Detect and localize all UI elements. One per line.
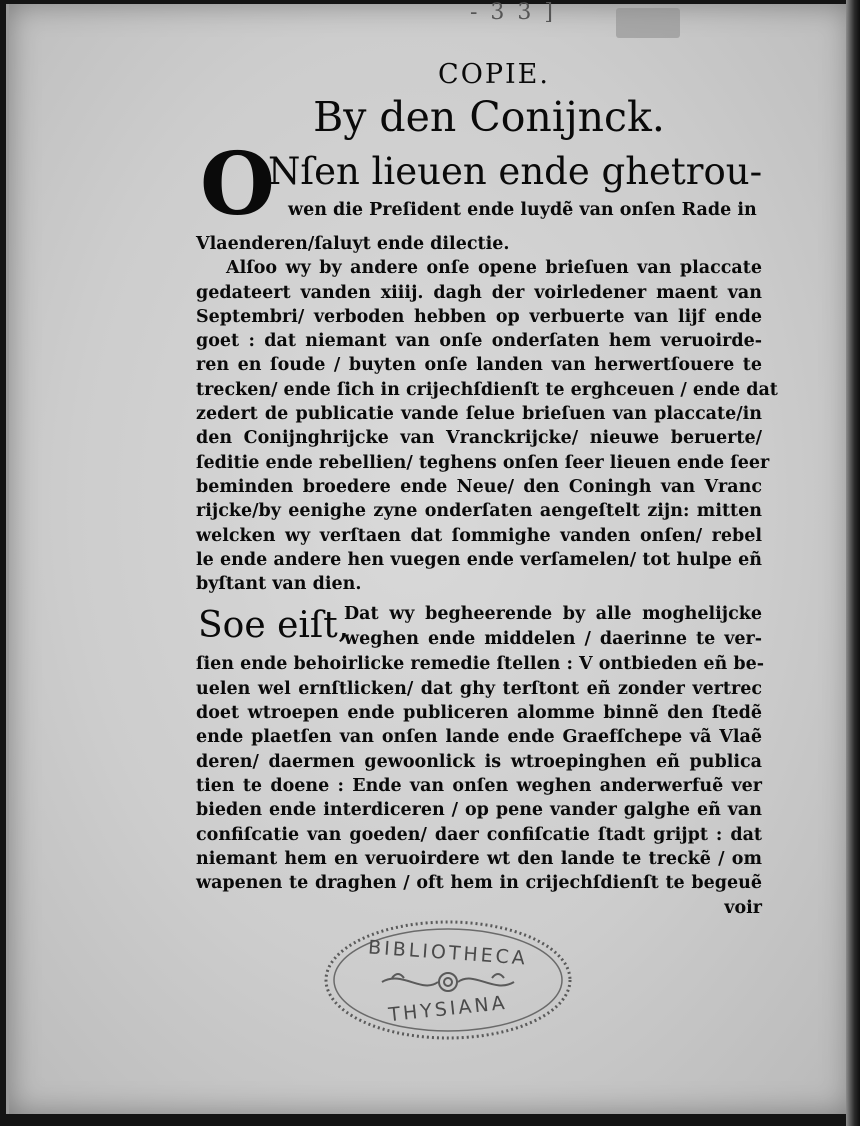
text-line: Vlaenderen/ſaluyt ende dilectie. (196, 234, 510, 254)
text-line: ſien ende behoirlicke remedie ſtellen : V ontbieden eñ be- (196, 654, 764, 675)
opening-line-large: Nſen lieuen ende ghetrou- (268, 150, 763, 193)
printed-text-block (196, 58, 778, 921)
paragraph-alsoo (196, 256, 778, 596)
text-line: tien te doene : Ende van onſen weghen anderwerfuẽ ver (196, 775, 762, 796)
manuscript-note: - 3 3 ] (470, 0, 556, 25)
drop-capital: O (200, 134, 275, 235)
paragraph-salutation (196, 232, 762, 256)
text-line: niemant hem en veruoirdere wt den lande te treckẽ / om (196, 848, 762, 869)
text-line: le ende andere hen vuegen ende verſamelen/ tot hulpe eñ (196, 549, 762, 570)
heading-copie: COPIE. (438, 59, 550, 90)
text-line: Dat wy begheerende by alle moghelijcke (344, 604, 762, 625)
ink-smudge (616, 8, 680, 38)
binding-edge (846, 0, 860, 1126)
catchword: voir (724, 898, 762, 919)
text-line: rijcke/by eenighe zyne onderſaten aengeſtelt zijn: mitten (196, 501, 762, 522)
opening-lines (196, 134, 763, 235)
stamp-text-bottom: THYSIANA (387, 991, 509, 1027)
opening-line-blackletter: wen die Preſident ende luydẽ van onſen Rade in (288, 200, 757, 220)
text-line: goet : dat niemant van onſe onderſaten hem veruoirde- (196, 331, 762, 352)
text-line: Septembri/ verboden hebben op verbuerte van lijf ende (196, 306, 762, 327)
text-line: uelen wel ernſtlicken/ dat ghy terſtont eñ zonder vertrec (196, 678, 762, 699)
soe-eist-lines (344, 602, 762, 651)
soe-eist-large: Soe eiſt, (198, 605, 350, 647)
paragraph-ordinance (196, 652, 762, 895)
text-line: weghen ende middelen / daerinne te ver- (344, 628, 762, 649)
text-line: deren/ daermen gewoonlick is wtroepinghen eñ publica (196, 751, 762, 772)
text-line: bieden ende interdiceren / op pene vander galghe eñ van (196, 800, 762, 821)
text-line: ſeditie ende rebellien/ teghens onſen ſeer lieuen ende ſeer (196, 452, 770, 473)
text-line: den Conijnghrijcke van Vranckrijcke/ nieuwe beruerte/ (196, 428, 762, 449)
text-line: Alſoo wy by andere onſe opene brieſuen van placcate (226, 258, 762, 279)
text-line: ren en ſoude / buyten onſe landen van herwertſouere te (196, 355, 762, 376)
heading-by-den-conijnck: By den Conijnck. (313, 93, 665, 141)
text-line: doet wtroepen ende publiceren alomme binnẽ den ſtedẽ (196, 703, 762, 724)
soe-eist-opening (196, 602, 762, 652)
text-line: confiſcatie van goeden/ daer confiſcatie ſtadt grijpt : dat (196, 824, 762, 845)
text-line: trecken/ ende ſich in crijechſdienſt te erghceuen / ende dat (196, 379, 778, 400)
text-line: ende plaetſen van onſen lande ende Graefſchepe vã Vlaẽ (196, 727, 762, 748)
library-stamp (322, 918, 574, 1042)
text-line: wapenen te draghen / oft hem in crijechſdienſt te begeuẽ (196, 873, 762, 894)
text-line: zedert de publicatie vande ſelue brieſuen van placcate/in (196, 404, 762, 425)
stamp-text-top: BIBLIOTHECA (367, 936, 529, 970)
text-line: welcken wy verſtaen dat ſommighe vanden onſen/ rebel (196, 525, 762, 546)
text-line: byſtant van dien. (196, 574, 362, 595)
text-line: beminden broedere ende Neue/ den Coningh van Vranc (196, 476, 762, 497)
text-line: gedateert vanden xiiij. dagh der voirledener maent van (196, 282, 762, 303)
